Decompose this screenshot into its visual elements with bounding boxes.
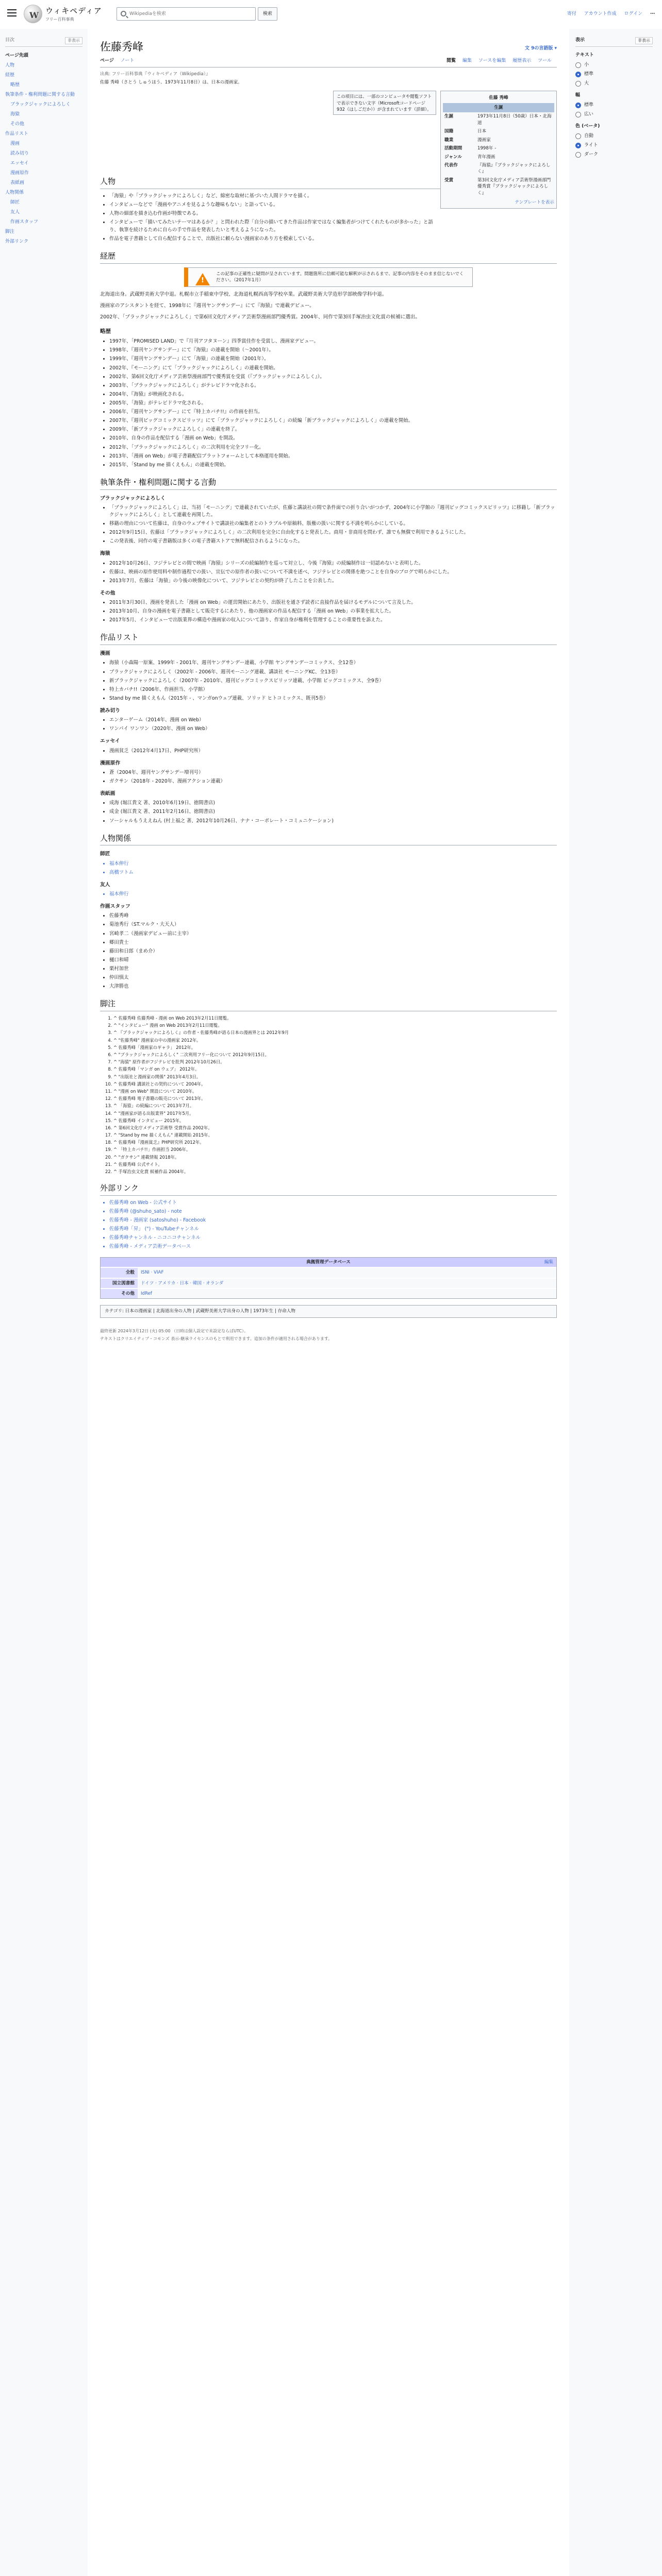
oneshot-heading: 読み切り bbox=[100, 707, 121, 714]
list-item: • 2005年、「海猿」がテレビドラマ化される。 bbox=[109, 400, 557, 407]
article-body bbox=[100, 91, 557, 1342]
reference-item: 8. ^ 佐藤秀峰「マンガ on ウェブ」 2012年。 bbox=[113, 1066, 557, 1072]
tab-read[interactable]: 閲覧 bbox=[446, 58, 456, 64]
infobox-value: 日本 bbox=[477, 129, 487, 134]
toc-list bbox=[5, 51, 82, 247]
work-item: • 成金 (堀江貴文 著、2011年2月16日、徳間書店) bbox=[109, 808, 557, 816]
footer-license: テキストはクリエイティブ・コモンズ 表示-継承ライセンスのもとで利用できます。追加の条件が適用される場合があります。 bbox=[100, 1336, 333, 1342]
reference-item: 22. ^ 手塚治虫文化賞 候補作品 2004年。 bbox=[113, 1168, 557, 1175]
work-item: • 新ブラックジャックによろしく（2007年 - 2010年、週刊ビッグコミックスピリッツ連載、小学館 ビッグコミックス、全9巻） bbox=[109, 677, 557, 685]
infobox-key: 代表作 bbox=[444, 163, 458, 168]
list-item: • 2015年、「Stand by me 描くえもん」の連載を開始。 bbox=[109, 462, 557, 469]
infobox-value: 『海猿』『ブラックジャックによろしく』 bbox=[477, 163, 551, 175]
toc-item[interactable]: 作画スタッフ bbox=[10, 219, 39, 225]
friend-list bbox=[109, 891, 557, 898]
references-list bbox=[113, 1015, 557, 1175]
text-size-radio[interactable] bbox=[575, 62, 653, 69]
section-rights-heading: 執筆条件・権利問題に関する言動 bbox=[100, 477, 557, 490]
list-item: • 2012年9月15日、佐藤は「ブラックジャックによろしく」の二次利用を完全に自由化すると発表した。商用・非商用を問わず、誰でも無償で利用できるようにした。 bbox=[109, 529, 557, 536]
master-heading: 師匠 bbox=[100, 851, 110, 857]
work-item: • 成海 (堀江貴文 著、2010年6月19日、徳間書店) bbox=[109, 800, 557, 807]
radio-button-icon[interactable] bbox=[575, 133, 581, 139]
color-radio[interactable] bbox=[575, 133, 653, 140]
tab-edit[interactable]: 編集 bbox=[462, 58, 472, 64]
list-item: • 2002年、第6回文化庁メディア芸術祭漫画部門で優秀賞を受賞（『ブラックジャックによろしく』）。 bbox=[109, 374, 557, 381]
tab-tools[interactable]: ツール bbox=[538, 58, 552, 64]
page-tabs bbox=[100, 58, 557, 67]
person-item: • 藤田和日郎（まめ介） bbox=[109, 948, 557, 955]
text-size-radio-label: 小 bbox=[584, 62, 589, 67]
career-paragraphs bbox=[100, 291, 557, 321]
section-career-heading: 経歴 bbox=[100, 251, 557, 264]
original-heading: 漫画原作 bbox=[100, 760, 121, 766]
login-link[interactable]: ログイン bbox=[624, 11, 643, 16]
list-item: • 2010年、自身の作品を配信する「漫画 on Web」を開設。 bbox=[109, 435, 557, 442]
person-item: • 菊池秀行（ST.マルク・大天人） bbox=[109, 921, 557, 928]
wikipedia-globe-logo[interactable]: W bbox=[24, 5, 42, 23]
navbox-row bbox=[101, 1267, 556, 1278]
color-radio-label: ライト bbox=[584, 143, 598, 148]
essay-list bbox=[109, 748, 557, 755]
external-link[interactable]: • 佐藤秀峰 on Web - 公式サイト bbox=[109, 1199, 557, 1207]
master-list bbox=[109, 860, 557, 876]
list-item: • 「ブラックジャックによろしく」は、当初「モーニング」で連載されていたが、佐藤と講談社の間で条件面での折り合いがつかず、2004年に小学館の『週刊ビッグコミックスピリッツ』に移籍し「新ブラックジャックによろしく」として連載を再開した。 bbox=[109, 504, 557, 519]
lead-sentence: 佐藤 秀峰（さとう しゅうほう、1973年11月8日）は、日本の漫画家。 bbox=[100, 79, 242, 85]
toc-item[interactable]: 執筆条件・権利問題に関する言動 bbox=[5, 92, 75, 97]
radio-button-icon[interactable] bbox=[575, 112, 581, 117]
infobox-key: 活動期間 bbox=[444, 146, 462, 151]
infobox-row bbox=[443, 153, 554, 161]
person-item: • 宮崎孝二（漫画家デビュー前に主宰） bbox=[109, 930, 557, 938]
list-item: • 2004年、『海猿』が映画化される。 bbox=[109, 391, 557, 398]
toc-item[interactable]: 人物関係 bbox=[5, 190, 24, 196]
external-link[interactable]: • 佐藤秀峰「昇」 (") - YouTubeチャンネル bbox=[109, 1226, 557, 1233]
toc-heading: 目次 bbox=[5, 38, 15, 43]
original-list bbox=[109, 769, 557, 785]
list-item: • 1997年、「PROMISED LAND」で『月刊アフタヌーン』四季賞佳作を受賞し、漫画家デビュー。 bbox=[109, 338, 557, 345]
section-works-heading: 作品リスト bbox=[100, 632, 557, 645]
career-paragraph: 2002年、「ブラックジャックによろしく」で第6回文化庁メディア芸術祭漫画部門優秀賞。2004年、同作で第3回手塚治虫文化賞の候補に選出。 bbox=[100, 314, 421, 320]
infobox-head: 生誕 bbox=[443, 103, 554, 112]
tab-talk[interactable]: ノート bbox=[120, 58, 135, 64]
radio-button-icon[interactable] bbox=[575, 103, 581, 108]
reference-item: 6. ^ "ブラックジャックによろしく" 二次利用フリー化について 2012年9月15日。 bbox=[113, 1052, 557, 1058]
footer-last-modified: 最終更新 2024年3月12日 (火) 05:00 （日時は個人設定で未設定ならばUTC）。 bbox=[100, 1328, 248, 1333]
person-link[interactable]: • 高橋ツトム bbox=[109, 869, 557, 876]
person-item: • 佐藤秀峰 bbox=[109, 912, 557, 920]
list-item: • 2003年、「ブラックジャックによろしく」がテレビドラマ化される。 bbox=[109, 382, 557, 389]
appearance-header bbox=[575, 37, 653, 47]
reference-item: 17. ^ "Stand by me 描くえもん" 連載開始 2015年。 bbox=[113, 1132, 557, 1138]
person-link[interactable]: • 福本伸行 bbox=[109, 891, 557, 898]
infobox-value: 1973年11月8日（50歳）日本・北海道 bbox=[477, 114, 552, 126]
infobox-row bbox=[443, 144, 554, 152]
tagline: 出典: フリー百科事典『ウィキペディア（Wikipedia）』 bbox=[100, 72, 210, 77]
navbox-value[interactable]: ドイツ · アメリカ · 日本 · 韓国 · オランダ bbox=[138, 1278, 556, 1289]
toc-item[interactable]: 海猿 bbox=[10, 111, 20, 117]
toc-item[interactable]: エッセイ bbox=[10, 161, 29, 166]
history-list bbox=[109, 338, 557, 469]
person-link[interactable]: • 福本伸行 bbox=[109, 860, 557, 868]
infobox-title: 佐藤 秀峰 bbox=[489, 95, 508, 101]
infobox-key: 受賞 bbox=[444, 177, 454, 183]
list-item: • インタビューなどで「漫画やアニメを見るような趣味もない」と語っている。 bbox=[109, 201, 433, 209]
toc-sidebar bbox=[5, 37, 82, 247]
reference-item: 15. ^ 佐藤秀峰 インタビュー 2015年。 bbox=[113, 1117, 557, 1124]
list-item: • 2009年、「新ブラックジャックによろしく」の連載を終了。 bbox=[109, 426, 557, 433]
reference-item: 1. ^ 佐藤秀峰 佐藤秀峰 - 漫画 on Web 2013年2月11日閲覧。 bbox=[113, 1015, 557, 1021]
work-item: • 蒼（2004年、週刊ヤングサンデー増刊号） bbox=[109, 769, 557, 776]
career-paragraph: 漫画家のアシスタントを経て、1998年に『週刊ヤングサンデー』にて『海猿』で連載デビュー。 bbox=[100, 303, 315, 309]
reference-item: 12. ^ 佐藤秀峰 電子書籍の販売について 2013年。 bbox=[113, 1095, 557, 1101]
width-radio[interactable] bbox=[575, 102, 653, 109]
person-item: • 郷田貴士 bbox=[109, 939, 557, 946]
site-logo-subtitle: フリー百科事典 bbox=[45, 17, 74, 22]
tab-page[interactable]: ページ bbox=[100, 58, 114, 64]
toc-header bbox=[5, 37, 82, 47]
other-heading: その他 bbox=[100, 590, 115, 596]
text-size-radio-label: 標準 bbox=[584, 71, 594, 77]
radio-button-icon[interactable] bbox=[575, 62, 581, 68]
work-item: • 海猿（小森陽一原案、1999年 - 2001年、週刊ヤングサンデー連載、小学館 ヤングサンデーコミックス、全12巻） bbox=[109, 659, 557, 667]
bj-heading: ブラックジャックによろしく bbox=[100, 495, 166, 501]
list-item: • 2002年、『モーニング』にて「ブラックジャックによろしく」の連載を開始。 bbox=[109, 365, 557, 372]
person-item: • 樋口和晴 bbox=[109, 957, 557, 964]
infobox-value: 1998年 - bbox=[477, 146, 496, 151]
search-input[interactable] bbox=[129, 9, 253, 19]
search-box[interactable] bbox=[117, 7, 256, 21]
umizaru-heading: 海猿 bbox=[100, 551, 110, 557]
staff-heading: 作画スタッフ bbox=[100, 904, 130, 910]
work-item: • ブラックジャックによろしく（2002年 - 2006年、週刊モーニング連載、講談社 モーニングKC、全13巻） bbox=[109, 669, 557, 676]
reference-item: 2. ^ "インタビュー" 漫画 on Web 2013年2月11日閲覧。 bbox=[113, 1022, 557, 1028]
site-logo-text[interactable]: ウィキペディア bbox=[45, 6, 102, 15]
category-links[interactable]: カテゴリ: 日本の漫画家 | 北海道出身の人物 | 武蔵野美術大学出身の人物 | 1973年生 | 存命人物 bbox=[100, 1305, 557, 1317]
career-paragraph: 北海道出身。武蔵野美術大学中退。札幌市立手稲東中学校、北海道札幌西高等学校卒業。武蔵野美術大学造形学部映像学科中退。 bbox=[100, 292, 387, 298]
text-size-options bbox=[575, 62, 653, 87]
width-options bbox=[575, 102, 653, 118]
toc-item[interactable]: 略歴 bbox=[10, 82, 20, 88]
reference-item: 21. ^ 佐藤秀峰 公式サイト。 bbox=[113, 1161, 557, 1167]
donate-link[interactable]: 寄付 bbox=[567, 11, 576, 16]
user-links bbox=[561, 11, 655, 18]
list-item: • 2012年、「ブラックジャックによろしく」の二次利用を完全フリー化。 bbox=[109, 444, 557, 451]
section-notes-heading: 脚注 bbox=[100, 998, 557, 1011]
infobox-value: 青年漫画 bbox=[477, 154, 495, 160]
essay-heading: エッセイ bbox=[100, 738, 120, 744]
width-radio-label: 標準 bbox=[584, 102, 594, 108]
navbox-row bbox=[101, 1289, 556, 1298]
reference-item: 18. ^ 佐藤秀峰『漫画貧乏』PHP研究所 2012年。 bbox=[113, 1139, 557, 1145]
section-person-heading: 人物 bbox=[100, 176, 557, 189]
search-button[interactable]: 検索 bbox=[258, 7, 277, 21]
page-footer bbox=[100, 1328, 557, 1342]
width-label: 幅 bbox=[575, 92, 581, 98]
toc-item[interactable]: 脚注 bbox=[5, 229, 15, 235]
charset-notice: この項目には、一部のコンピュータや閲覧ソフトで表示できない文字（Microsoftコードページ932（はしごだか））が含まれています（詳細）。 bbox=[333, 91, 436, 115]
toc-item[interactable]: 人物 bbox=[5, 62, 15, 68]
other-list bbox=[109, 599, 557, 624]
list-item: • 2011年3月30日、漫画を発表した「漫画 on Web」の運営開始にあたり、出版社を通さず読者に直接作品を届けるモデルについて言及した。 bbox=[109, 599, 557, 606]
manga-heading: 漫画 bbox=[100, 651, 110, 657]
tab-history[interactable]: 履歴表示 bbox=[512, 58, 532, 64]
list-item: • この発表後、同作の電子書籍版は多くの電子書籍ストアで無料配信されるようになった。 bbox=[109, 538, 557, 545]
radio-button-icon[interactable] bbox=[575, 152, 581, 158]
infobox-table bbox=[443, 112, 554, 197]
page-title: 佐藤秀峰 bbox=[100, 41, 143, 53]
toc-hide-button[interactable]: 非表示 bbox=[65, 37, 82, 44]
navbox-value[interactable]: ISNI · VIAF bbox=[138, 1267, 556, 1278]
work-item: • ワンパイ ワンワン（2020年、漫画 on Web） bbox=[109, 725, 557, 733]
color-radio-label: 自動 bbox=[584, 133, 594, 139]
color-label: 色 (ベータ) bbox=[575, 123, 600, 129]
list-item: • 2017年5月、インタビューで出版業界の構造や漫画家の収入について語り、作家自身が権利を管理することの重要性を訴えた。 bbox=[109, 617, 557, 624]
external-link[interactable]: • 佐藤秀峰 - 漫画家 (satoshuho) - Facebook bbox=[109, 1217, 557, 1224]
list-item: • 人物の細部を描き込む作画が特徴である。 bbox=[109, 210, 433, 217]
appearance-heading: 表示 bbox=[575, 38, 585, 43]
color-options bbox=[575, 133, 653, 158]
person-item: • 大津勝也 bbox=[109, 983, 557, 990]
reference-item: 4. ^ "佐藤秀峰" 漫画家の中の漫画家 2012年。 bbox=[113, 1037, 557, 1043]
text-size-label: テキスト bbox=[575, 52, 594, 58]
manga-list bbox=[109, 659, 557, 702]
color-radio-label: ダーク bbox=[584, 152, 599, 158]
friend-heading: 友人 bbox=[100, 882, 110, 888]
reference-item: 9. ^ "出版社と漫画家の関係" 2013年4月3日。 bbox=[113, 1074, 557, 1080]
infobox-row bbox=[443, 136, 554, 144]
navbox-key: その他 bbox=[101, 1289, 138, 1298]
external-link[interactable]: • 佐藤秀峰 (@shuho_sato) - note bbox=[109, 1208, 557, 1215]
radio-button-icon[interactable] bbox=[575, 81, 581, 87]
radio-button-icon[interactable] bbox=[575, 143, 581, 148]
staff-list bbox=[109, 912, 557, 990]
more-options-icon[interactable]: ⋯ bbox=[650, 11, 655, 16]
list-item: • 2013年10月、自身の漫画を電子書籍として販売するにあたり、他の漫画家の作品も配信する「漫画 on Web」の事業を拡大した。 bbox=[109, 608, 557, 615]
reference-item: 13. ^ 「海猿」の続編について 2013年7月。 bbox=[113, 1103, 557, 1109]
navbox-title: 典拠管理データベース 編集 bbox=[101, 1258, 556, 1267]
color-radio[interactable] bbox=[575, 151, 653, 158]
list-item: • 佐藤は、映画の原作使用料や制作過程での扱い、宣伝での原作者の扱いについて不満を述べ、フジテレビとの関係を絶つことを自身のブログで明らかにした。 bbox=[109, 569, 557, 576]
width-radio-label: 広い bbox=[584, 111, 594, 117]
list-item: • 「海猿」や「ブラックジャックによろしく」など、綿密な取材に基づいた人間ドラマを描く。 bbox=[109, 193, 433, 200]
toc-item[interactable]: 漫画原作 bbox=[10, 171, 29, 176]
reference-item: 5. ^ 佐藤秀峰「漫画家のギャラ」 2012年。 bbox=[113, 1044, 557, 1050]
appearance-sidebar bbox=[575, 37, 653, 161]
list-item: • 2012年10月26日、フジテレビとの間で映画『海猿』シリーズの続編制作を巡って対立し、今後『海猿』の続編制作は一切認めないと表明した。 bbox=[109, 560, 557, 567]
toc-item[interactable]: ブラックジャックによろしく bbox=[10, 101, 71, 107]
person-item: • 仲田慎太 bbox=[109, 974, 557, 981]
infobox-key: 生誕 bbox=[444, 114, 454, 120]
section-external-heading: 外部リンク bbox=[100, 1183, 557, 1196]
text-size-radio[interactable] bbox=[575, 71, 653, 78]
umizaru-list bbox=[109, 560, 557, 585]
covers-list bbox=[109, 800, 557, 824]
list-item: • 2013年7月、佐藤は「海猿」の今後の映像化について、フジテレビとの契約が終了したことを公表した。 bbox=[109, 578, 557, 585]
navbox-table bbox=[101, 1267, 556, 1298]
tab-edit-source[interactable]: ソースを編集 bbox=[478, 58, 506, 64]
width-radio[interactable] bbox=[575, 111, 653, 118]
list-item: • 作品を電子書籍として自ら配信することで、出版社に頼らない漫画家のあり方を模索している。 bbox=[109, 235, 433, 243]
template-link[interactable]: テンプレートを表示 bbox=[515, 200, 554, 206]
navbox-key: 全般 bbox=[101, 1267, 138, 1278]
authority-control-navbox bbox=[100, 1257, 557, 1299]
external-link[interactable]: • 佐藤秀峰チャンネル - ニコニコチャンネル bbox=[109, 1234, 557, 1242]
accuracy-notice-text: この記事の正確性に疑問が呈されています。問題箇所に信頼可能な解釈が示されるまで、記事の内容をそのまま信じないでください。（2017年1月） bbox=[216, 271, 464, 283]
search-icon bbox=[121, 11, 126, 16]
appearance-hide-button[interactable]: 非表示 bbox=[635, 37, 653, 44]
covers-heading: 表紙画 bbox=[100, 791, 115, 797]
language-button[interactable]: 文 9の言語版 ▾ bbox=[524, 46, 557, 51]
navbox-value[interactable]: IdRef bbox=[138, 1289, 556, 1298]
navbox-row bbox=[101, 1278, 556, 1289]
toc-item[interactable]: 友人 bbox=[10, 210, 20, 215]
work-item: • Stand by me 描くえもん（2015年 - 、マンガonウェブ連載、ソリッド ヒトコミックス、既刊5巻） bbox=[109, 695, 557, 702]
infobox-row bbox=[443, 127, 554, 135]
list-item: • 2007年、『週刊ビッグコミックスピリッツ』にて「ブラックジャックによろしく」の続編「新ブラックジャックによろしく」の連載を開始。 bbox=[109, 417, 557, 425]
navbox-edit-link[interactable]: 編集 bbox=[544, 1259, 553, 1265]
work-item: • 特上カバチ!!（2006年、作画担当、小学館） bbox=[109, 686, 557, 693]
reference-item: 3. ^ 『ブラックジャックによろしく』の作者・佐藤秀峰が語る日本の漫画界とは 2012年9月 bbox=[113, 1029, 557, 1036]
toc-item[interactable]: その他 bbox=[10, 121, 25, 127]
work-item: • ガクサン（2018年 - 2020年、漫画アクション連載） bbox=[109, 778, 557, 785]
work-item: • エンターゲーム（2014年、漫画 on Web） bbox=[109, 717, 557, 724]
work-item: • ソーシャルもうええねん (村上福之 著、2012年10月26日、ナナ・コーポレート・コミュニケーション) bbox=[109, 818, 557, 825]
toc-item[interactable]: 漫画 bbox=[10, 141, 20, 147]
toc-item[interactable]: 師匠 bbox=[10, 200, 20, 206]
list-item: • 2013年、「漫画 on Web」が電子書籍配信プラットフォームとして本格運用を開始。 bbox=[109, 453, 557, 460]
toc-item[interactable]: 作品リスト bbox=[5, 131, 28, 137]
bj-list bbox=[109, 504, 557, 546]
infobox-key: 職業 bbox=[444, 137, 454, 143]
infobox-row bbox=[443, 112, 554, 127]
color-radio[interactable] bbox=[575, 142, 653, 149]
list-item: • 1999年、『週刊ヤングサンデー』にて「海猿」の連載を開始（2001年）。 bbox=[109, 355, 557, 363]
reference-item: 7. ^ "海猿" 原作者がフジテレビを批判 2012年10月26日。 bbox=[113, 1059, 557, 1065]
text-size-radio-label: 大 bbox=[584, 80, 589, 86]
toc-item[interactable]: 表紙画 bbox=[10, 180, 25, 186]
external-link[interactable]: • 佐藤秀峰 - メディア芸術データベース bbox=[109, 1243, 557, 1250]
infobox-row bbox=[443, 161, 554, 176]
site-header bbox=[0, 0, 662, 29]
list-item: • インタビューで「描いてみたいテーマはあるか？」と問われた際「自分の描いてきた作品は作家ではなく編集者がつけてくれたものが多かった」と語り、執筆を続けるために自らの手で作品を発表したいと考えるようになった。 bbox=[109, 219, 433, 233]
toc-item[interactable]: ページ先頭 bbox=[5, 53, 28, 58]
oneshot-list bbox=[109, 717, 557, 733]
section-history-heading: 略歴 bbox=[100, 328, 111, 335]
radio-button-icon[interactable] bbox=[575, 72, 581, 77]
text-size-radio[interactable] bbox=[575, 80, 653, 87]
accuracy-notice bbox=[184, 267, 473, 287]
infobox-key: 国籍 bbox=[444, 129, 454, 134]
person-list bbox=[109, 193, 433, 243]
reference-item: 20. ^ "ガクサン" 連載情報 2018年。 bbox=[113, 1154, 557, 1160]
toc-item[interactable]: 経歴 bbox=[5, 72, 15, 78]
infobox-key: ジャンル bbox=[444, 154, 462, 160]
work-item: • 漫画貧乏（2012年4月17日、PHP研究所） bbox=[109, 748, 557, 755]
warning-icon bbox=[195, 273, 210, 285]
list-item: • 2006年、『週刊ヤングサンデー』にて『特上カバチ!!』の作画を担当。 bbox=[109, 409, 557, 416]
reference-item: 10. ^ 佐藤秀峰 講談社との契約について 2004年。 bbox=[113, 1081, 557, 1087]
infobox-value: 漫画家 bbox=[477, 137, 491, 143]
section-relations-heading: 人物関係 bbox=[100, 833, 557, 846]
reference-item: 11. ^ "漫画 on Web" 開設について 2010年。 bbox=[113, 1088, 557, 1094]
main-menu-icon[interactable] bbox=[7, 9, 16, 16]
infobox bbox=[440, 91, 557, 208]
infobox-row bbox=[443, 176, 554, 197]
reference-item: 19. ^ 「特上カバチ!!」作画担当 2006年。 bbox=[113, 1146, 557, 1153]
reference-item: 14. ^ "漫画家が語る出版業界" 2017年5月。 bbox=[113, 1110, 557, 1116]
list-item: • 移籍の理由について佐藤は、自身のウェブサイトで講談社の編集者とのトラブルや原稿料、版権の扱いに関する不満を明らかにしている。 bbox=[109, 520, 557, 528]
main-content bbox=[88, 29, 569, 2576]
toc-item[interactable]: 読み切り bbox=[10, 151, 29, 157]
navbox-key: 国立図書館 bbox=[101, 1278, 138, 1289]
reference-item: 16. ^ 第6回文化庁メディア芸術祭 受賞作品 2002年。 bbox=[113, 1125, 557, 1131]
list-item: • 1998年、『週刊ヤングサンデー』にて『海猿』の連載を開始（〜2001年）。 bbox=[109, 347, 557, 354]
person-item: • 栗村加世 bbox=[109, 965, 557, 973]
toc-item[interactable]: 外部リンク bbox=[5, 239, 28, 245]
external-links-list bbox=[109, 1199, 557, 1251]
infobox-value: 第3回文化庁メディア芸術祭漫画部門優秀賞『ブラックジャックによろしく』 bbox=[477, 177, 551, 196]
create-account-link[interactable]: アカウント作成 bbox=[584, 11, 617, 16]
